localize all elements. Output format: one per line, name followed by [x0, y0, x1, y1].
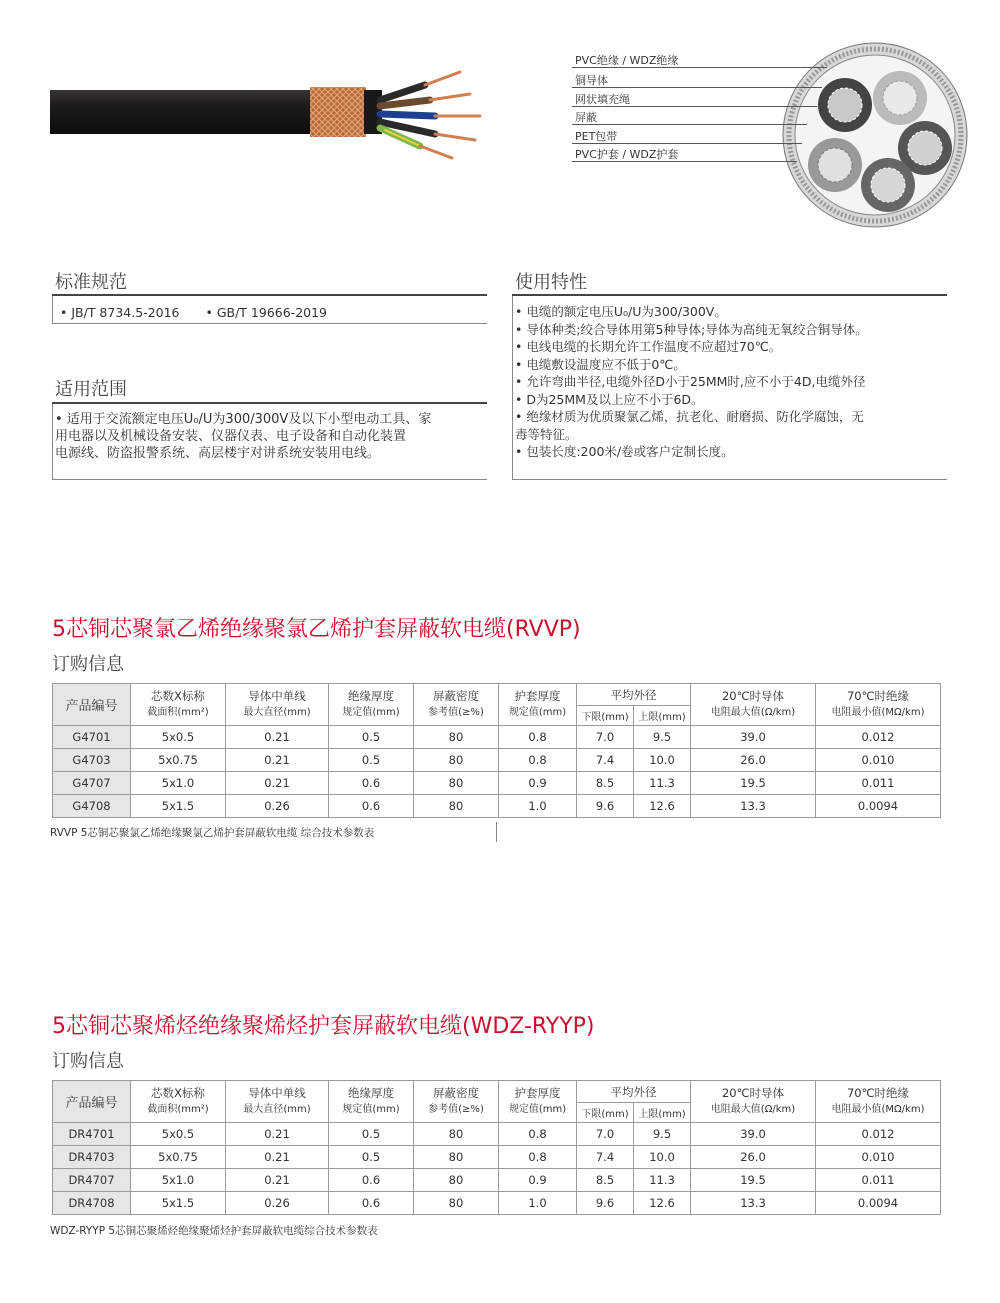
- header-od: 平均外径: [577, 1081, 691, 1103]
- section-border: [52, 323, 487, 324]
- leader-line: [572, 106, 817, 107]
- feature-line: • 绝缘材质为优质聚氯乙烯，抗老化、耐磨损、防化学腐蚀，无: [515, 409, 864, 424]
- header-od-high: 上限(mm): [634, 1103, 691, 1123]
- header-od-high: 上限(mm): [634, 706, 691, 726]
- table-caption: RVVP 5芯铜芯聚氯乙烯绝缘聚氯乙烯护套屏蔽软电缆 综合技术参数表: [50, 827, 375, 839]
- header-code: 产品编号: [53, 684, 131, 726]
- cell: 0.26: [226, 795, 329, 818]
- cell: 0.8: [499, 726, 577, 749]
- cell: 0.011: [816, 772, 941, 795]
- cell: 0.8: [499, 1123, 577, 1146]
- feature-line: 毒等特征。: [515, 426, 578, 442]
- cell: 19.5: [691, 1169, 816, 1192]
- layer-label: PET包带: [575, 130, 618, 143]
- cell: 12.6: [634, 795, 691, 818]
- cell: DR4708: [53, 1192, 131, 1215]
- header-code: 产品编号: [53, 1081, 131, 1123]
- cell: 0.21: [226, 1123, 329, 1146]
- cell: 8.5: [577, 1169, 634, 1192]
- cell: 7.0: [577, 726, 634, 749]
- cell: 13.3: [691, 1192, 816, 1215]
- leader-line: [572, 67, 827, 68]
- table-row: [53, 795, 941, 818]
- section-border: [512, 296, 513, 480]
- layer-label: 网状填充绳: [575, 93, 630, 106]
- cell: 80: [414, 795, 499, 818]
- header-wire: 导体中单线 最大直径(mm): [226, 684, 329, 726]
- cell: 5x0.5: [131, 726, 226, 749]
- cell: 26.0: [691, 749, 816, 772]
- leader-line: [572, 87, 822, 88]
- cell: 9.6: [577, 795, 634, 818]
- header-sheath: 护套厚度 规定值(mm): [499, 1081, 577, 1123]
- feature-line: • 包装长度:200米/卷或客户定制长度。: [515, 444, 734, 459]
- layer-label: 铜导体: [575, 74, 608, 87]
- cell: DR4703: [53, 1146, 131, 1169]
- header-ins-resistance: 70℃时绝缘 电阻最小值(MΩ/km): [816, 684, 941, 726]
- cell: 0.21: [226, 772, 329, 795]
- cell: 80: [414, 772, 499, 795]
- header-cores: 芯数X标称 截面积(mm²): [131, 1081, 226, 1123]
- section-rule: [512, 294, 947, 296]
- cell: 80: [414, 1146, 499, 1169]
- section-border: [52, 479, 487, 480]
- cell: 0.011: [816, 1169, 941, 1192]
- cell: 39.0: [691, 726, 816, 749]
- layer-label: 屏蔽: [575, 111, 597, 124]
- section-border: [512, 479, 947, 480]
- cell: 9.5: [634, 726, 691, 749]
- scope-title: 适用范围: [55, 379, 127, 400]
- scope-line: 用电器以及机械设备安装、仪器仪表、电子设备和自动化装置: [55, 429, 407, 444]
- cell: 5x0.75: [131, 749, 226, 772]
- cell: 0.010: [816, 1146, 941, 1169]
- cell: 0.5: [329, 1123, 414, 1146]
- scope-line: 电源线、防盗报警系统、高层楼宇对讲系统安装用电线。: [55, 446, 381, 461]
- header-insulation: 绝缘厚度 规定值(mm): [329, 684, 414, 726]
- cell: 5x0.75: [131, 1146, 226, 1169]
- cell: G4703: [53, 749, 131, 772]
- layer-label: PVC护套 / WDZ护套: [575, 148, 679, 161]
- cell: G4708: [53, 795, 131, 818]
- cell: 80: [414, 1123, 499, 1146]
- header-shield: 屏蔽密度 参考值(≥%): [414, 684, 499, 726]
- cell: 0.21: [226, 1146, 329, 1169]
- cell: 5x0.5: [131, 1123, 226, 1146]
- header-wire: 导体中单线 最大直径(mm): [226, 1081, 329, 1123]
- cross-section-diagram: [780, 40, 970, 230]
- cell: 5x1.5: [131, 795, 226, 818]
- cell: 0.21: [226, 726, 329, 749]
- cell: 0.5: [329, 726, 414, 749]
- cell: DR4707: [53, 1169, 131, 1192]
- standards-list: [60, 304, 349, 321]
- cell: 5x1.0: [131, 772, 226, 795]
- cell: 0.6: [329, 1192, 414, 1215]
- cell: 0.5: [329, 1146, 414, 1169]
- spec-table: [52, 1080, 941, 1215]
- header-insulation: 绝缘厚度 规定值(mm): [329, 1081, 414, 1123]
- header-od-low: 下限(mm): [577, 1103, 634, 1123]
- cell: 0.0094: [816, 795, 941, 818]
- order-info-title: 订购信息: [52, 654, 124, 675]
- cell: 9.6: [577, 1192, 634, 1215]
- header-resistance: 20℃时导体 电阻最大值(Ω/km): [691, 684, 816, 726]
- cell: 0.26: [226, 1192, 329, 1215]
- table-row: [53, 1123, 941, 1146]
- standard-item: • GB/T 19666-2019: [205, 305, 327, 320]
- section-border: [52, 296, 53, 324]
- cell: 5x1.0: [131, 1169, 226, 1192]
- leader-line: [572, 143, 802, 144]
- cell: 10.0: [634, 1146, 691, 1169]
- cell: 5x1.5: [131, 1192, 226, 1215]
- cell: 0.9: [499, 772, 577, 795]
- caption-divider: [496, 822, 497, 842]
- section-rule: [52, 294, 487, 296]
- cell: 80: [414, 726, 499, 749]
- cell: 0.21: [226, 1169, 329, 1192]
- leader-line: [572, 161, 797, 162]
- cell: 26.0: [691, 1146, 816, 1169]
- feature-line: • 电缆敷设温度应不低于0℃。: [515, 356, 686, 372]
- cell: 7.4: [577, 749, 634, 772]
- cell: 0.0094: [816, 1192, 941, 1215]
- cell: 80: [414, 1192, 499, 1215]
- table-row: [53, 749, 941, 772]
- cell: 7.4: [577, 1146, 634, 1169]
- scope-line: • 适用于交流额定电压U₀/U为300/300V及以下小型电动工具、家: [55, 412, 432, 427]
- standard-item: • JB/T 8734.5-2016: [60, 305, 180, 320]
- product-title: 5芯铜芯聚氯乙烯绝缘聚氯乙烯护套屏蔽软电缆(RVVP): [52, 617, 581, 642]
- header-od-low: 下限(mm): [577, 706, 634, 726]
- feature-line: • 电缆的额定电压U₀/U为300/300V。: [515, 304, 727, 319]
- cable-photo: [40, 50, 510, 160]
- header-sheath: 护套厚度 规定值(mm): [499, 684, 577, 726]
- product-title: 5芯铜芯聚烯烃绝缘聚烯烃护套屏蔽软电缆(WDZ-RYYP): [52, 1014, 595, 1039]
- cell: 0.21: [226, 749, 329, 772]
- cell: 8.5: [577, 772, 634, 795]
- cell: 0.6: [329, 772, 414, 795]
- cell: 0.5: [329, 749, 414, 772]
- feature-line: • 允许弯曲半径,电缆外径D小于25MM时,应不小于4D,电缆外径: [515, 374, 866, 389]
- header-cores: 芯数X标称 截面积(mm²): [131, 684, 226, 726]
- cell: 11.3: [634, 1169, 691, 1192]
- cell: 80: [414, 1169, 499, 1192]
- feature-line: • 导体种类;绞合导体用第5种导体;导体为高纯无氧绞合铜导体。: [515, 321, 868, 337]
- table-row: [53, 1192, 941, 1215]
- cell: 0.6: [329, 1169, 414, 1192]
- cell: 0.6: [329, 795, 414, 818]
- table-row: [53, 1169, 941, 1192]
- cell: G4701: [53, 726, 131, 749]
- cell: 1.0: [499, 1192, 577, 1215]
- order-info-title: 订购信息: [52, 1051, 124, 1072]
- layer-label: PVC绝缘 / WDZ绝缘: [575, 54, 679, 67]
- cell: 80: [414, 749, 499, 772]
- cell: 10.0: [634, 749, 691, 772]
- cell: 11.3: [634, 772, 691, 795]
- cell: 12.6: [634, 1192, 691, 1215]
- cell: 13.3: [691, 795, 816, 818]
- cell: 0.8: [499, 1146, 577, 1169]
- features-text: [515, 303, 868, 461]
- scope-text: [55, 411, 431, 462]
- features-title: 使用特性: [515, 272, 587, 293]
- cell: DR4701: [53, 1123, 131, 1146]
- cell: 1.0: [499, 795, 577, 818]
- cell: 0.9: [499, 1169, 577, 1192]
- leader-line: [572, 124, 807, 125]
- cell: 0.012: [816, 1123, 941, 1146]
- table-row: [53, 772, 941, 795]
- cell: G4707: [53, 772, 131, 795]
- standards-title: 标准规范: [55, 272, 127, 293]
- cell: 0.010: [816, 749, 941, 772]
- feature-line: • 电线电缆的长期允许工作温度不应超过70℃。: [515, 339, 782, 354]
- cell: 19.5: [691, 772, 816, 795]
- header-ins-resistance: 70℃时绝缘 电阻最小值(MΩ/km): [816, 1081, 941, 1123]
- cell: 7.0: [577, 1123, 634, 1146]
- cell: 0.8: [499, 749, 577, 772]
- header-shield: 屏蔽密度 参考值(≥%): [414, 1081, 499, 1123]
- header-resistance: 20℃时导体 电阻最大值(Ω/km): [691, 1081, 816, 1123]
- section-border: [52, 404, 53, 480]
- section-rule: [52, 402, 487, 404]
- cell: 9.5: [634, 1123, 691, 1146]
- table-caption: WDZ-RYYP 5芯铜芯聚烯烃绝缘聚烯烃护套屏蔽软电缆综合技术参数表: [50, 1225, 378, 1237]
- cell: 0.012: [816, 726, 941, 749]
- table-row: [53, 726, 941, 749]
- header-od: 平均外径: [577, 684, 691, 706]
- cell: 39.0: [691, 1123, 816, 1146]
- table-row: [53, 1146, 941, 1169]
- feature-line: • D为25MM及以上应不小于6D。: [515, 391, 704, 407]
- spec-table: [52, 683, 941, 818]
